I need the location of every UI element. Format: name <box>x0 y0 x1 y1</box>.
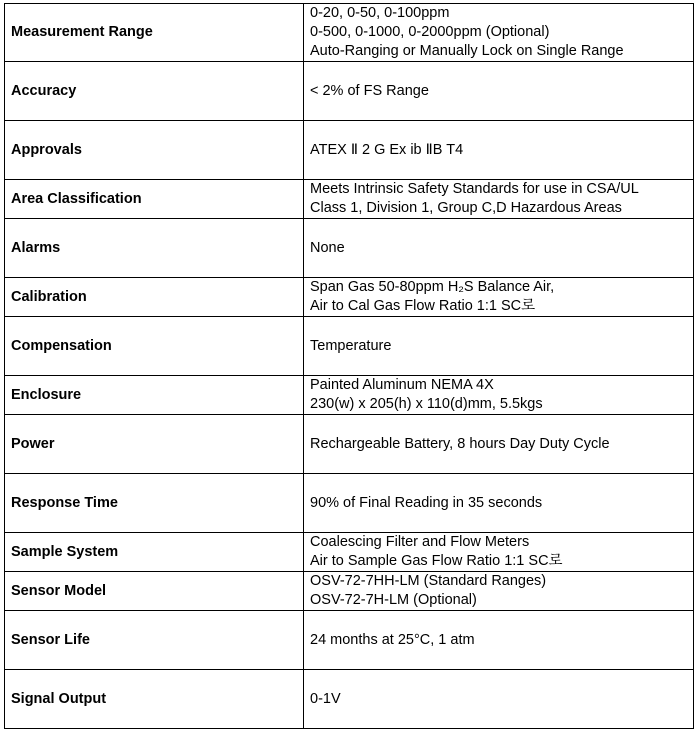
value-cell <box>304 533 694 572</box>
value-cell <box>304 278 694 317</box>
value-cell <box>304 572 694 611</box>
value-line: 90% of Final Reading in 35 seconds <box>310 494 543 511</box>
value-line: < 2% of FS Range <box>310 82 429 99</box>
value-line: 0-20, 0-50, 0-100ppm <box>310 5 450 21</box>
value-cell <box>304 121 694 180</box>
value-line: 0-500, 0-1000, 0-2000ppm (Optional) <box>310 24 550 40</box>
value-cell <box>304 376 694 415</box>
parameter-cell: Alarms <box>5 219 304 278</box>
value-line: Class 1, Division 1, Group C,D Hazardous Areas <box>310 200 622 216</box>
table-row <box>5 572 694 611</box>
value-line: Meets Intrinsic Safety Standards for use in CSA/UL <box>310 181 639 197</box>
parameter-cell: Accuracy <box>5 62 304 121</box>
value-line: Painted Aluminum NEMA 4X <box>310 377 494 393</box>
parameter-cell: Area Classification <box>5 180 304 219</box>
value-line: Temperature <box>310 337 392 354</box>
value-line: None <box>310 239 345 256</box>
value-cell <box>304 474 694 533</box>
value-line: Air to Sample Gas Flow Ratio 1:1 SC로 <box>310 553 563 569</box>
value-line: Air to Cal Gas Flow Ratio 1:1 SC로 <box>310 298 536 314</box>
table-row <box>5 533 694 572</box>
value-line: Auto-Ranging or Manually Lock on Single Range <box>310 43 624 59</box>
table-row <box>5 62 694 121</box>
value-line: Rechargeable Battery, 8 hours Day Duty Cycle <box>310 435 610 452</box>
parameter-cell: Sample System <box>5 533 304 572</box>
parameter-cell: Measurement Range <box>5 4 304 62</box>
value-cell <box>304 4 694 62</box>
value-cell <box>304 62 694 121</box>
value-line: 230(w) x 205(h) x 110(d)mm, 5.5kgs <box>310 396 543 412</box>
value-cell <box>304 415 694 474</box>
specifications-table-body <box>5 4 694 729</box>
parameter-cell: Response Time <box>5 474 304 533</box>
parameter-cell: Sensor Life <box>5 611 304 670</box>
parameter-cell: Power <box>5 415 304 474</box>
value-cell <box>304 670 694 729</box>
value-cell <box>304 219 694 278</box>
value-line: ATEX Ⅱ 2 G Ex ib ⅡB T4 <box>310 141 464 158</box>
table-row <box>5 4 694 62</box>
value-line: OSV-72-7HH-LM (Standard Ranges) <box>310 573 547 589</box>
parameter-cell: Compensation <box>5 317 304 376</box>
table-row <box>5 180 694 219</box>
parameter-cell: Signal Output <box>5 670 304 729</box>
value-cell <box>304 611 694 670</box>
parameter-cell: Enclosure <box>5 376 304 415</box>
value-line: Coalescing Filter and Flow Meters <box>310 534 530 550</box>
table-row <box>5 219 694 278</box>
value-line: 24 months at 25°C, 1 atm <box>310 631 475 648</box>
table-row <box>5 278 694 317</box>
table-row <box>5 376 694 415</box>
table-row <box>5 670 694 729</box>
value-line: 0-1V <box>310 690 341 707</box>
parameter-cell: Calibration <box>5 278 304 317</box>
table-row <box>5 415 694 474</box>
table-row <box>5 474 694 533</box>
specifications-table <box>4 3 694 729</box>
table-row <box>5 317 694 376</box>
table-row <box>5 611 694 670</box>
parameter-cell: Approvals <box>5 121 304 180</box>
value-line: Span Gas 50-80ppm H₂S Balance Air, <box>310 279 555 295</box>
parameter-cell: Sensor Model <box>5 572 304 611</box>
value-cell <box>304 317 694 376</box>
value-line: OSV-72-7H-LM (Optional) <box>310 592 477 608</box>
table-row <box>5 121 694 180</box>
value-cell <box>304 180 694 219</box>
